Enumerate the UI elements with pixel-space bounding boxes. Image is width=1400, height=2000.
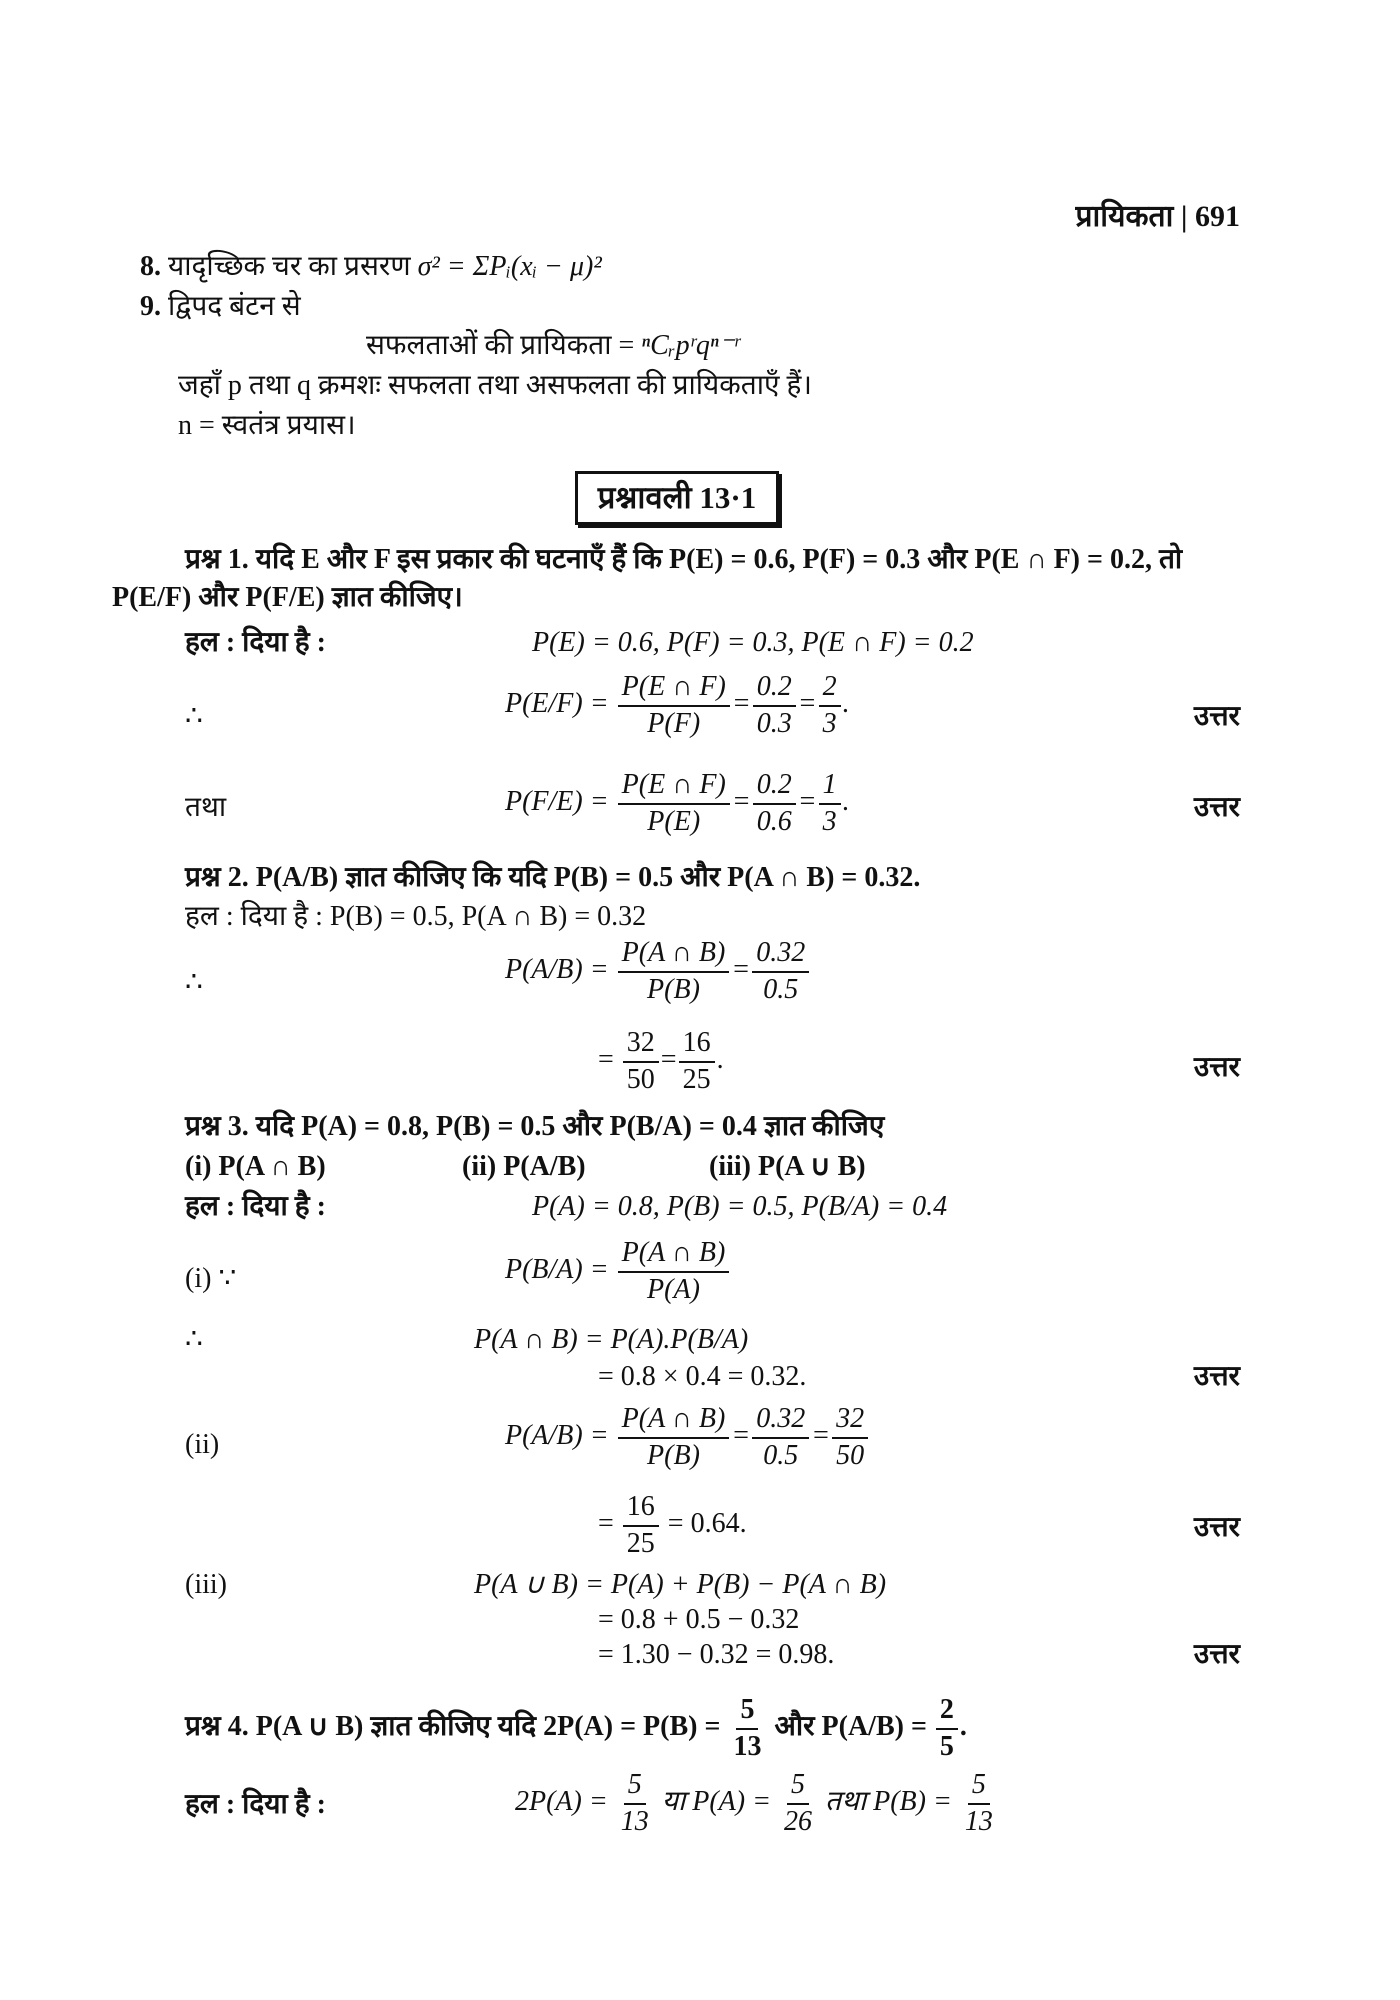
fraction — [752, 938, 809, 1006]
text: तथा P(B) = — [825, 1786, 952, 1818]
question-4: प्रश्न 4. P(A ∪ B) ज्ञात कीजिए यदि 2P(A) = P(B) = $\frac{5}{13}$ और P(A/B) = $\frac{2}{5}$ . — [185, 1694, 967, 1762]
fraction — [832, 1404, 868, 1472]
text: = 0.64. — [667, 1508, 747, 1540]
text: 0.5 — [763, 973, 799, 1005]
q1-step1: P(E/F) = $\frac{P(E \cap F)}{P(F)}$ = $\frac{0.2}{0.3}$ = $\frac{2}{3}$ . — [505, 671, 850, 739]
fraction — [819, 770, 841, 838]
answer-label: उत्तर — [1193, 1512, 1240, 1543]
text: P(E ∩ F) — [618, 770, 730, 805]
also-label: तथा — [185, 792, 227, 823]
q3-i-step2: P(A ∩ B) = P(A).P(B/A) — [474, 1324, 749, 1355]
fraction — [617, 1770, 653, 1838]
text: 2P(A) = — [515, 1786, 608, 1818]
fraction — [936, 1695, 958, 1763]
text: P(B) — [647, 973, 700, 1005]
q4-given — [515, 1770, 999, 1838]
text: 0.6 — [756, 805, 792, 837]
text: P(F) — [647, 707, 701, 739]
lhs: P(A/B) = — [505, 1420, 609, 1452]
text: 16 — [623, 1492, 659, 1527]
binomial-note-n: n = स्वतंत्र प्रयास। — [178, 410, 356, 441]
therefore-symbol: ∴ — [185, 967, 203, 998]
text: 5 — [624, 1770, 646, 1805]
text: 13 — [620, 1805, 649, 1837]
text: 0.32 — [752, 1404, 809, 1439]
q1-given: P(E) = 0.6, P(F) = 0.3, P(E ∩ F) = 0.2 — [532, 627, 974, 658]
text: 32 — [832, 1404, 868, 1439]
text: 25 — [682, 1063, 711, 1095]
lhs: P(E/F) = — [505, 688, 609, 720]
item-number: 8. — [140, 251, 161, 282]
question-2: प्रश्न 2. P(A/B) ज्ञात कीजिए कि यदि P(B) = 0.5 और P(A ∩ B) = 0.32. — [185, 862, 921, 893]
text: और P(A/B) = — [774, 1711, 927, 1743]
item-number: 9. — [140, 291, 161, 322]
therefore-symbol: ∴ — [185, 1324, 203, 1355]
text: ∵ — [218, 1263, 237, 1294]
lhs: P(F/E) = — [505, 786, 609, 818]
section-title-box: प्रश्नावली 13·1 — [575, 471, 779, 525]
answer-label: उत्तर — [1193, 792, 1240, 823]
fraction — [752, 1404, 809, 1472]
fraction — [618, 672, 730, 740]
answer-label: उत्तर — [1193, 1361, 1240, 1392]
text: (i) — [185, 1263, 212, 1294]
running-header — [1075, 200, 1240, 233]
fraction — [819, 672, 841, 740]
part-iii-label: (iii) — [185, 1569, 227, 1600]
chapter-title: प्रायिकता — [1075, 200, 1174, 233]
fraction — [753, 672, 796, 740]
text: P(A ∩ B) — [618, 938, 730, 973]
q3-i-step1 — [505, 1238, 731, 1306]
text: 32 — [623, 1028, 659, 1063]
text: या P(A) = — [661, 1786, 771, 1818]
fraction — [623, 1492, 659, 1560]
text: 5 — [939, 1730, 954, 1762]
text: P(A) — [647, 1273, 700, 1305]
q3-i-step3: = 0.8 × 0.4 = 0.32. — [598, 1361, 807, 1392]
q3-iii-step3: = 1.30 − 0.32 = 0.98. — [598, 1639, 835, 1670]
binomial-note: जहाँ p तथा q क्रमशः सफलता तथा असफलता की प्रायिकताएँ हैं। — [178, 370, 812, 401]
q3-ii-step2: = $\frac{16}{25}$ = 0.64. — [598, 1491, 747, 1559]
text: 0.2 — [753, 672, 796, 707]
text: 1 — [819, 770, 841, 805]
fraction — [679, 1028, 715, 1096]
formula-label: सफलताओं की प्रायिकता = — [366, 330, 635, 361]
text: 2 — [936, 1695, 958, 1730]
answer-label: उत्तर — [1193, 1639, 1240, 1670]
question-1-cont: P(E/F) और P(F/E) ज्ञात कीजिए। — [112, 582, 463, 613]
formula-item-8 — [140, 252, 602, 283]
text: 50 — [626, 1063, 655, 1095]
text: 13 — [733, 1730, 762, 1762]
text: 13 — [964, 1805, 993, 1837]
text: 3 — [822, 805, 837, 837]
fraction — [618, 1404, 730, 1472]
q2-step2: = $\frac{32}{50}$ = $\frac{16}{25}$ . — [598, 1027, 724, 1095]
variance-formula: σ² = ΣPᵢ(xᵢ − μ)² — [417, 251, 602, 282]
q3-part-iii: (iii) P(A ∪ B) — [709, 1151, 866, 1182]
item-text: द्विपद बंटन से — [168, 291, 301, 322]
formula-item-9 — [140, 292, 301, 323]
text: 50 — [836, 1439, 865, 1471]
part-ii-label: (ii) — [185, 1429, 220, 1460]
text: P(A ∩ B) — [618, 1404, 730, 1439]
fraction — [618, 770, 730, 838]
q3-part-ii: (ii) P(A/B) — [462, 1151, 586, 1182]
fraction — [618, 1238, 730, 1306]
fraction — [753, 770, 796, 838]
text: 5 — [968, 1770, 990, 1805]
fraction — [729, 1695, 765, 1763]
item-text: यादृच्छिक चर का प्रसरण — [168, 251, 411, 282]
lhs: P(A/B) = — [505, 954, 609, 986]
q3-part-i: (i) P(A ∩ B) — [185, 1151, 326, 1182]
binomial-formula — [366, 331, 740, 362]
text: 0.5 — [763, 1439, 799, 1471]
text: P(E) — [647, 805, 701, 837]
page-number: 691 — [1195, 200, 1240, 233]
q1-step2: P(F/E) = $\frac{P(E \cap F)}{P(E)}$ = $\frac{0.2}{0.6}$ = $\frac{1}{3}$ . — [505, 769, 850, 837]
text: 16 — [679, 1028, 715, 1063]
text: 26 — [784, 1805, 812, 1837]
therefore-symbol: ∴ — [185, 701, 203, 732]
formula-expression: ⁿCᵣpʳqⁿ⁻ʳ — [641, 330, 740, 361]
question-3: प्रश्न 3. यदि P(A) = 0.8, P(B) = 0.5 और P(B/A) = 0.4 ज्ञात कीजिए — [185, 1111, 885, 1142]
text: P(B) — [647, 1439, 700, 1471]
text: प्रश्न 4. P(A ∪ B) ज्ञात कीजिए यदि 2P(A) = P(B) = — [185, 1711, 721, 1743]
answer-label: उत्तर — [1193, 1052, 1240, 1083]
fraction — [780, 1770, 816, 1838]
text: 25 — [626, 1527, 655, 1559]
fraction — [961, 1770, 997, 1838]
text: 0.2 — [753, 770, 796, 805]
text: 3 — [822, 707, 837, 739]
text: 5 — [787, 1770, 809, 1805]
solution-label: हल : दिया है : — [185, 1191, 326, 1222]
lhs: P(B/A) = — [505, 1254, 609, 1286]
text: P(E ∩ F) — [618, 672, 730, 707]
q3-given: P(A) = 0.8, P(B) = 0.5, P(B/A) = 0.4 — [532, 1191, 948, 1222]
header-separator: | — [1180, 200, 1188, 233]
fraction — [618, 938, 730, 1006]
part-i-label — [185, 1264, 236, 1295]
answer-label: उत्तर — [1193, 701, 1240, 732]
q3-iii-step2: = 0.8 + 0.5 − 0.32 — [598, 1604, 800, 1635]
q2-step1: P(A/B) = $\frac{P(A \cap B)}{P(B)}$ = $\frac{0.32}{0.5}$ — [505, 938, 811, 1006]
q3-ii-step1: P(A/B) = $\frac{P(A \cap B)}{P(B)}$ = $\frac{0.32}{0.5}$ = $\frac{32}{50}$ — [505, 1404, 870, 1472]
solution-label: हल : दिया है : — [185, 627, 326, 658]
text: 2 — [819, 672, 841, 707]
q3-iii-step1: P(A ∪ B) = P(A) + P(B) − P(A ∩ B) — [474, 1569, 887, 1600]
text: 0.3 — [756, 707, 792, 739]
solution-label: हल : दिया है : — [185, 1789, 326, 1820]
text: 0.32 — [752, 938, 809, 973]
fraction — [623, 1028, 659, 1096]
text: 5 — [736, 1695, 758, 1730]
q2-given: हल : दिया है : P(B) = 0.5, P(A ∩ B) = 0.32 — [185, 901, 647, 932]
question-1: प्रश्न 1. यदि E और F इस प्रकार की घटनाएँ हैं कि P(E) = 0.6, P(F) = 0.3 और P(E ∩ F) = 0.2, तो — [185, 544, 1183, 575]
text: P(A ∩ B) — [618, 1238, 730, 1273]
